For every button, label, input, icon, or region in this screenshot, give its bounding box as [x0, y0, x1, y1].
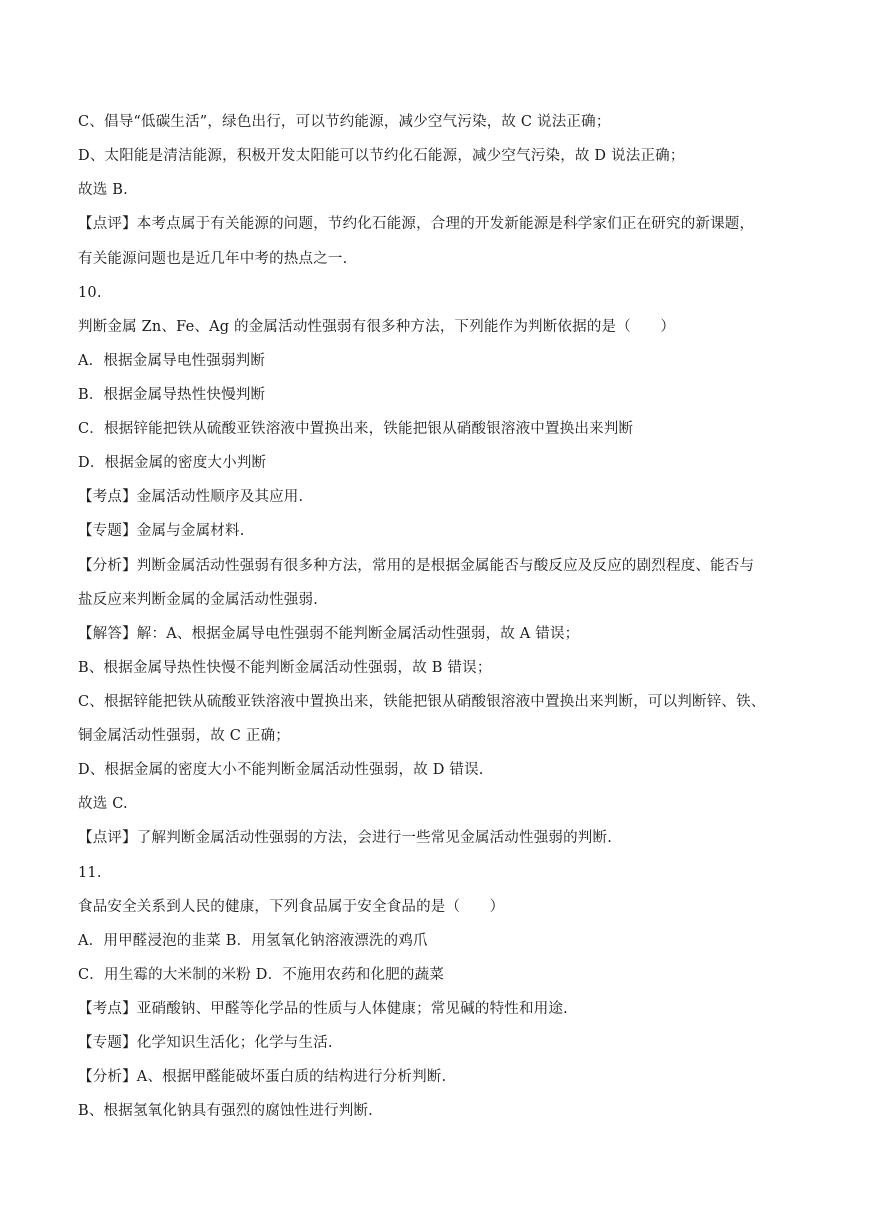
- options-ab: A．用甲醛浸泡的韭菜 B．用氢氧化钠溶液漂洗的鸡爪: [78, 933, 428, 949]
- question-stem: 判断金属 Zn、Fe、Ag 的金属活动性强弱有很多种方法，下列能作为判断依据的是（ ）: [78, 319, 676, 335]
- text-line: 【点评】本考点属于有关能源的问题，节约化石能源，合理的开发新能源是科学家们正在研究的新课题，: [78, 216, 755, 232]
- text-line: C、倡导“低碳生活”，绿色出行，可以节约能源，减少空气污染，故 C 说法正确；: [78, 114, 611, 130]
- option-a: A．根据金属导电性强弱判断: [78, 353, 266, 369]
- answer-line: 【解答】解：A、根据金属导电性强弱不能判断金属活动性强弱，故 A 错误；: [78, 626, 580, 642]
- topic-line: 【考点】金属活动性顺序及其应用.: [78, 489, 304, 505]
- answer-line: C、根据锌能把铁从硫酸亚铁溶液中置换出来，铁能把银从硝酸银溶液中置换出来判断，可以判断锌、铁、: [78, 694, 766, 710]
- question-stem: 食品安全关系到人民的健康，下列食品属于安全食品的是（ ）: [78, 899, 505, 915]
- text-line: D、太阳能是清洁能源，积极开发太阳能可以节约化石能源，减少空气污染，故 D 说法正确；: [78, 148, 685, 164]
- options-cd: C．用生霉的大米制的米粉 D．不施用农药和化肥的蔬菜: [78, 967, 445, 983]
- analysis-line: 盐反应来判断金属的金属活动性强弱.: [78, 592, 319, 608]
- text-line: 有关能源问题也是近几年中考的热点之一.: [78, 251, 348, 267]
- question-number: 11.: [78, 865, 102, 881]
- answer-line: B、根据金属导热性快慢不能判断金属活动性强弱，故 B 错误；: [78, 660, 492, 676]
- option-c: C．根据锌能把铁从硫酸亚铁溶液中置换出来，铁能把银从硝酸银溶液中置换出来判断: [78, 421, 634, 437]
- analysis-line: 【分析】A、根据甲醛能破坏蛋白质的结构进行分析判断.: [78, 1069, 447, 1085]
- question-number: 10.: [78, 285, 102, 301]
- analysis-line: 【分析】判断金属活动性强弱有很多种方法，常用的是根据金属能否与酸反应及反应的剧烈程度、能否与: [78, 558, 755, 574]
- subject-line: 【专题】金属与金属材料.: [78, 523, 245, 539]
- option-b: B．根据金属导热性快慢判断: [78, 387, 266, 403]
- analysis-line: B、根据氢氧化钠具有强烈的腐蚀性进行判断.: [78, 1103, 373, 1119]
- topic-line: 【考点】亚硝酸钠、甲醛等化学品的性质与人体健康；常见碱的特性和用途.: [78, 1001, 568, 1017]
- option-d: D．根据金属的密度大小判断: [78, 455, 267, 471]
- subject-line: 【专题】化学知识生活化；化学与生活.: [78, 1035, 333, 1051]
- answer-line: 铜金属活动性强弱，故 C 正确；: [78, 728, 291, 744]
- text-line: 故选 B.: [78, 182, 128, 198]
- choice-line: 故选 C.: [78, 796, 128, 812]
- answer-line: D、根据金属的密度大小不能判断金属活动性强弱，故 D 错误.: [78, 762, 484, 778]
- comment-line: 【点评】了解判断金属活动性强弱的方法，会进行一些常见金属活动性强弱的判断.: [78, 830, 613, 846]
